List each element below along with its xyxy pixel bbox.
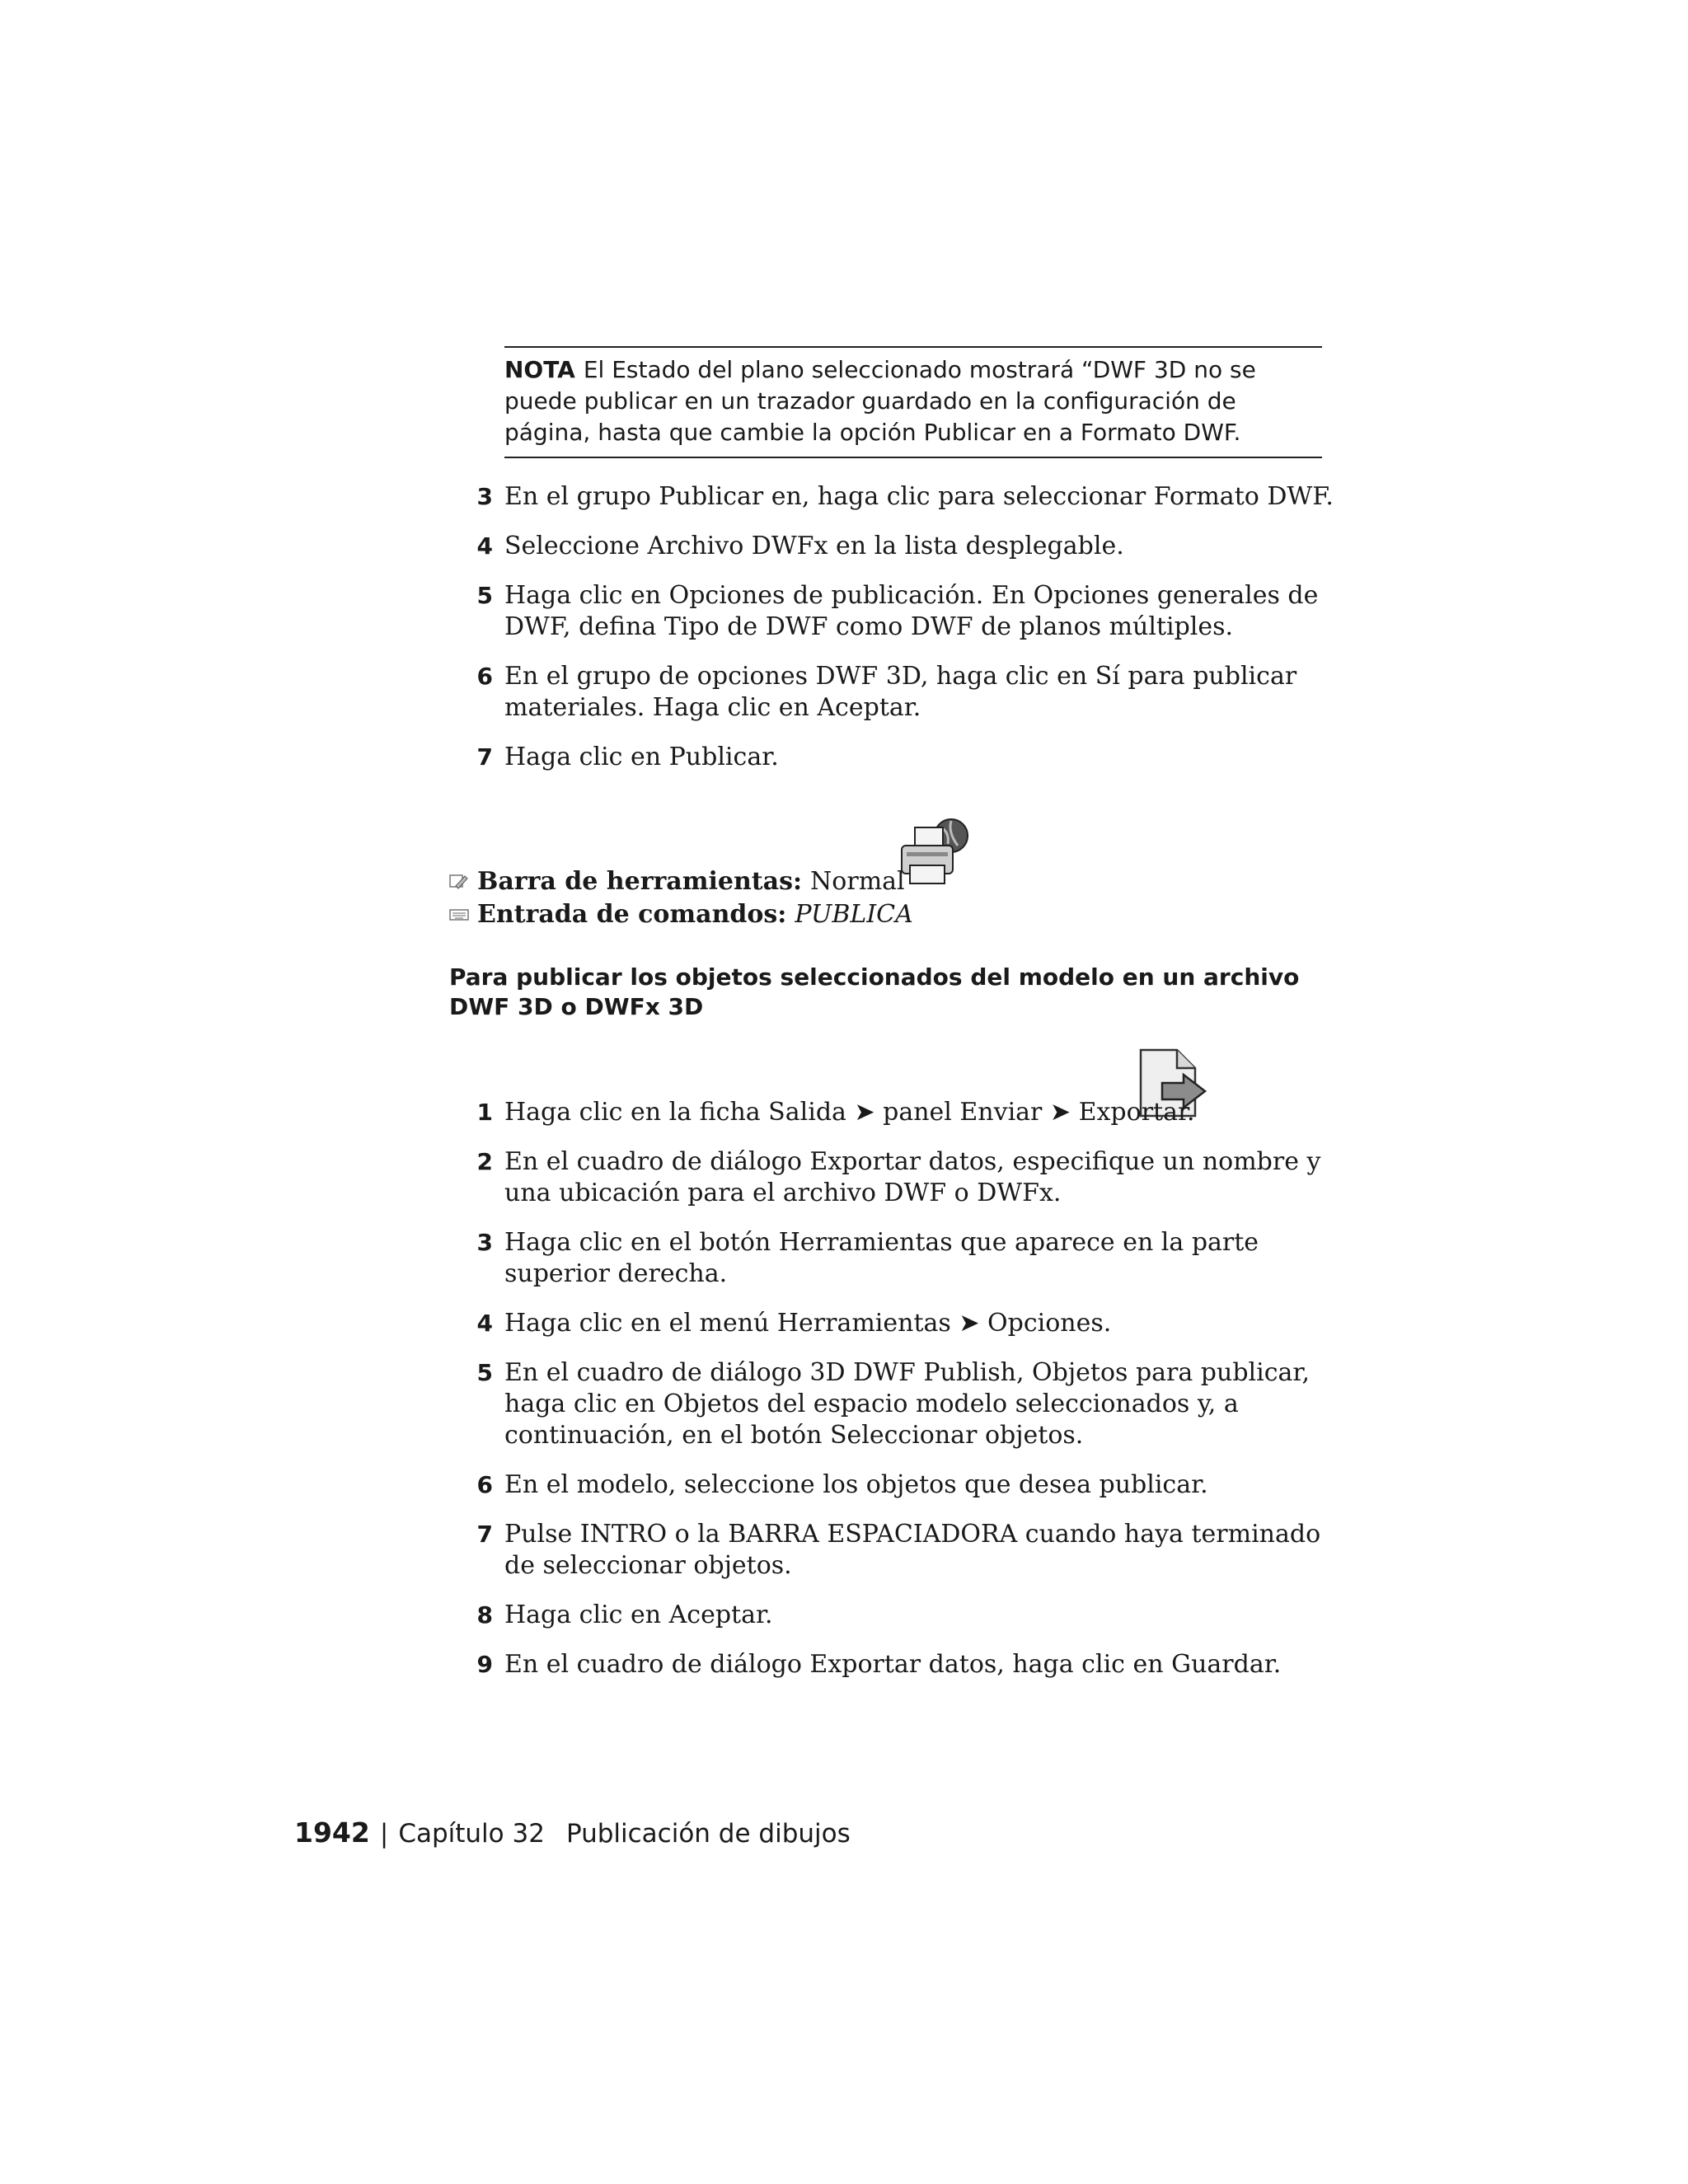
list-item: [462, 531, 1335, 562]
steps-list-export: [462, 1097, 1335, 1699]
step-number: 3: [476, 483, 493, 510]
list-item: [462, 661, 1335, 724]
step-number: 4: [476, 532, 493, 560]
toolbar-value: Normal: [810, 867, 905, 896]
list-item: [462, 1097, 1335, 1128]
step-text: Haga clic en Aceptar.: [504, 1601, 773, 1629]
step-text: En el cuadro de diálogo Exportar datos, especifique un nombre y una ubicación para el archivo DWF o DWFx.: [504, 1147, 1321, 1207]
step-number: 7: [476, 1521, 493, 1548]
step-text: Haga clic en la ficha Salida ➤ panel Enviar ➤ Exportar.: [504, 1098, 1195, 1127]
list-item: [462, 481, 1335, 513]
step-text: Seleccione Archivo DWFx en la lista desplegable.: [504, 532, 1124, 560]
step-number: 5: [476, 1359, 493, 1386]
list-item: [462, 580, 1335, 643]
list-item: [462, 1227, 1335, 1290]
section-title: Publicación de dibujos: [565, 1819, 851, 1849]
page-footer: [294, 1816, 851, 1849]
step-number: 2: [476, 1148, 493, 1175]
list-item: [462, 1146, 1335, 1209]
toolbar-label: Barra de herramientas:: [477, 867, 803, 896]
list-item: [462, 1600, 1335, 1631]
step-text: Haga clic en el menú Herramientas ➤ Opciones.: [504, 1309, 1112, 1338]
step-number: 1: [476, 1099, 493, 1126]
steps-list-publish: [462, 481, 1335, 791]
step-text: En el cuadro de diálogo Exportar datos, haga clic en Guardar.: [504, 1650, 1282, 1679]
step-text: En el grupo de opciones DWF 3D, haga clic en Sí para publicar materiales. Haga clic en Aceptar.: [504, 662, 1297, 722]
note-box: [504, 346, 1322, 458]
toolbar-row: [449, 865, 913, 898]
step-number: 6: [476, 663, 493, 690]
step-number: 4: [476, 1310, 493, 1337]
keyboard-icon: [449, 907, 469, 923]
list-item: [462, 1519, 1335, 1582]
page-number: 1942: [294, 1816, 370, 1849]
list-item: [462, 1357, 1335, 1451]
step-number: 3: [476, 1229, 493, 1256]
list-item: [462, 1649, 1335, 1680]
step-text: Haga clic en Opciones de publicación. En Opciones generales de DWF, defina Tipo de DWF como DWF de planos múltiples.: [504, 581, 1319, 641]
step-text: En el grupo Publicar en, haga clic para seleccionar Formato DWF.: [504, 482, 1334, 511]
step-number: 7: [476, 743, 493, 771]
note-label: NOTA: [504, 356, 575, 383]
step-text: En el modelo, seleccione los objetos que desea publicar.: [504, 1470, 1208, 1499]
chapter-label: Capítulo 32: [398, 1819, 545, 1849]
footer-separator: |: [379, 1819, 389, 1849]
step-text: Haga clic en el botón Herramientas que aparece en la parte superior derecha.: [504, 1228, 1259, 1288]
command-value: PUBLICA: [795, 900, 913, 929]
step-number: 9: [476, 1651, 493, 1678]
procedure-heading: Para publicar los objetos seleccionados del modelo en un archivo DWF 3D o DWFx 3D: [449, 963, 1300, 1020]
step-number: 5: [476, 582, 493, 609]
step-text: En el cuadro de diálogo 3D DWF Publish, Objetos para publicar, haga clic en Objetos del espacio modelo seleccionados y, a continuación, en el botón Seleccionar objetos.: [504, 1358, 1310, 1450]
list-item: [462, 1469, 1335, 1501]
command-label: Entrada de comandos:: [477, 900, 787, 929]
command-row: [449, 898, 913, 931]
step-number: 6: [476, 1471, 493, 1498]
list-item: [462, 742, 1335, 773]
step-text: Haga clic en Publicar.: [504, 743, 779, 771]
step-number: 8: [476, 1601, 493, 1629]
toolbar-icon: [449, 874, 469, 890]
step-text: Pulse INTRO o la BARRA ESPACIADORA cuando haya terminado de seleccionar objetos.: [504, 1520, 1321, 1580]
list-item: [462, 1308, 1335, 1339]
note-text: El Estado del plano seleccionado mostrará “DWF 3D no se puede publicar en un trazador guardado en la configuración de página, hasta que cambie la opción Publicar en a Formato DWF.: [504, 356, 1256, 446]
tools-info: [449, 865, 913, 931]
